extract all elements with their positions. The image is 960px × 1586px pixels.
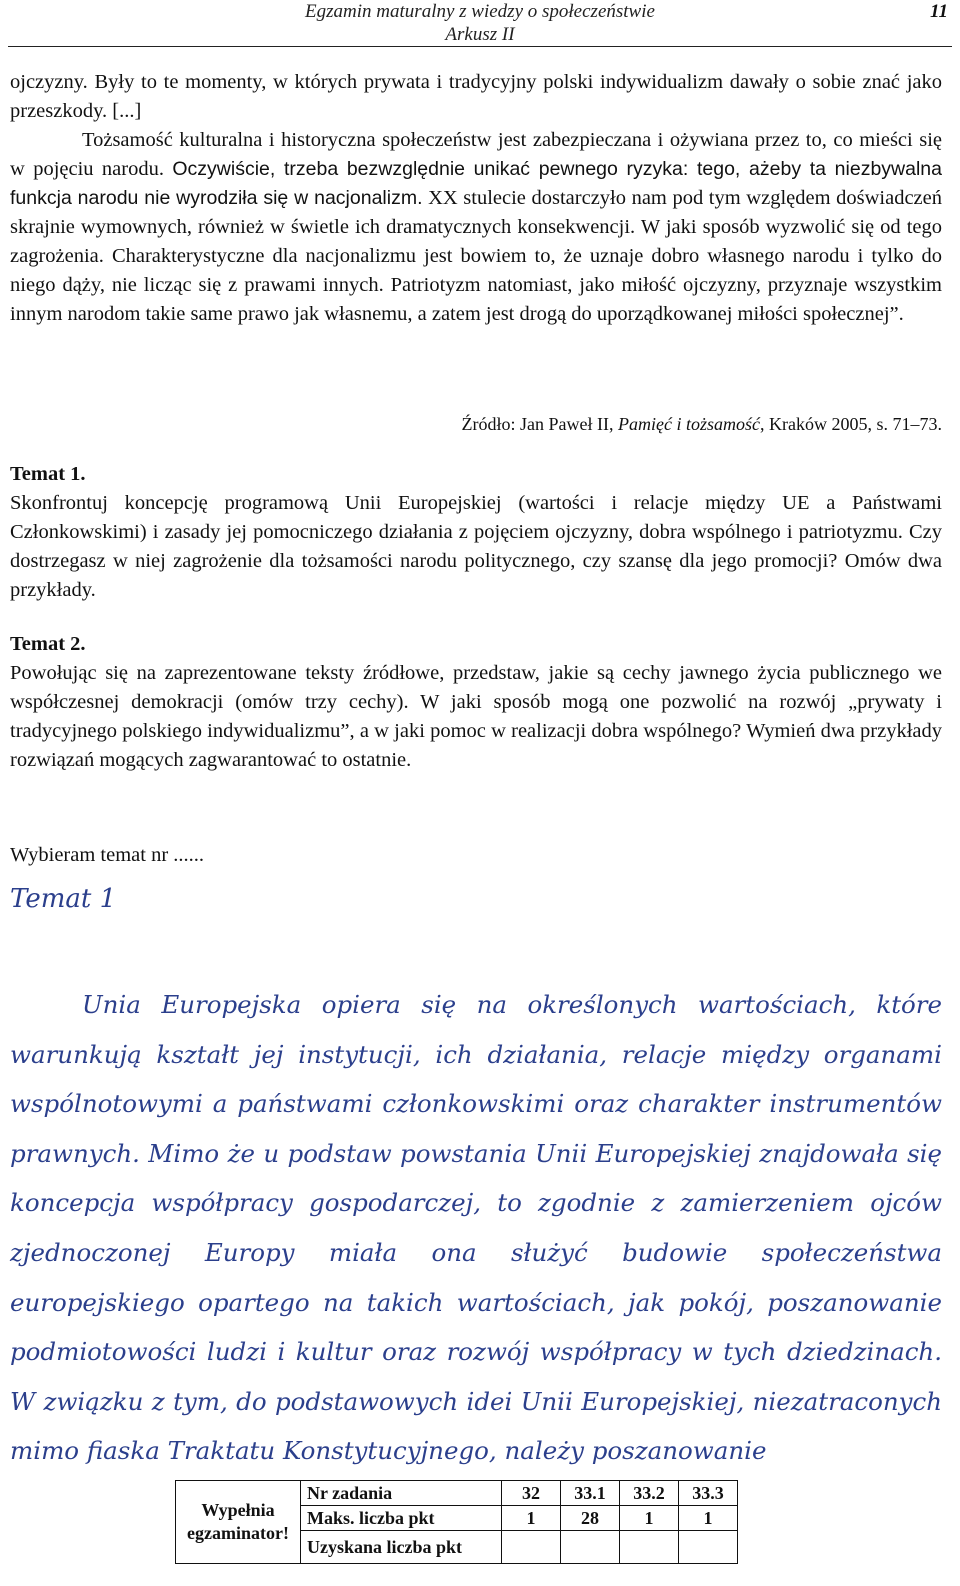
quote-paragraph-2: [10, 126, 942, 329]
max-points-label: Maks. liczba pkt: [301, 1506, 502, 1531]
topic-2-text: Powołując się na zaprezentowane teksty źródłowe, przedstaw, jakie są cechy jawnego życia publicznego we współczesnej demokracji (omów trzy cechy). W jaki sposób mogą one pozwolić na rozwój „prywaty i tradycyjnego polskiego indywidualizmu”, a w jaki pomoc w realizacji dobra wspólnego? Wymień dwa przykłady rozwiązań mogących zagwarantować to ostatnie.: [10, 662, 942, 771]
topic-1: [10, 460, 942, 605]
topic-1-text: Skonfrontuj koncepcję programową Unii Europejskiej (wartości i relacje między UE a Państwami Członkowskimi) i zasady jej pomocniczego działania z pojęciem ojczyzny, dobra wspólnego i patriotyzmu. Czy dostrzegasz w niej zagrożenie dla tożsamości narodu politycznego, czy szansę dla jego promocji? Omów dwa przykłady.: [10, 492, 942, 601]
page-header: [8, 0, 952, 47]
max-points-cell: 1: [502, 1506, 561, 1531]
obtained-points-input[interactable]: [620, 1531, 679, 1564]
quote-paragraph-1: ojczyzny. Były to te momenty, w których prywata i tradycyjny polski indywidualizm dawały o sobie znać jako przeszkody. [...]: [10, 71, 942, 122]
quote-sentence-c: XX stulecie dostarczyło nam pod tym względem doświadczeń skrajnie wymownych, również w świetle ich dramatycznych konsekwencji. W jaki sposób wyzwolić się od tego zagrożenia.: [10, 187, 942, 267]
exam-sheet: Arkusz II: [445, 24, 515, 45]
max-points-cell: 1: [620, 1506, 679, 1531]
topic-2: [10, 630, 942, 775]
answer-title: Temat 1: [10, 884, 117, 914]
task-number-cell: 32: [502, 1481, 561, 1506]
max-points-cell: 1: [679, 1506, 738, 1531]
obtained-points-input[interactable]: [679, 1531, 738, 1564]
score-table: [175, 1480, 738, 1564]
obtained-points-input[interactable]: [502, 1531, 561, 1564]
exam-title: Egzamin maturalny z wiedzy o społeczeństwie: [305, 1, 655, 22]
task-number-cell: 33.1: [561, 1481, 620, 1506]
task-number-cell: 33.3: [679, 1481, 738, 1506]
max-points-cell: 28: [561, 1506, 620, 1531]
topic-choice-line: Wybieram temat nr ......: [10, 844, 205, 866]
quote-sentence-d: Charakterystyczne dla nacjonalizmu jest bowiem to, że uznaje dobro własnego narodu i tylko do niego dąży, nie licząc się z prawami innych. Patriotyzm natomiast, jako miłość ojczyzny, przyznaje wszystkim innym narodom takie same prawo jak własnemu, a zatem jest drogą do uporządkowanej miłości społecznej”.: [10, 245, 942, 325]
source-quote: [10, 68, 942, 329]
task-number-label: Nr zadania: [301, 1481, 502, 1506]
task-number-cell: 33.2: [620, 1481, 679, 1506]
examiner-label: Wypełnia egzaminator!: [176, 1481, 301, 1564]
page-number: 11: [930, 1, 948, 22]
quote-source: Źródło: Jan Paweł II, Pamięć i tożsamość, Kraków 2005, s. 71–73.: [461, 414, 942, 434]
topic-2-heading: Temat 2.: [10, 633, 86, 655]
quote-sentence-b: Oczywiście, trzeba bezwzględnie unikać pewnego ryzyka: tego, ażeby ta niezbywalna funkcja narodu nie wyrodziła się w nacjonalizm.: [10, 158, 942, 209]
quote-sentence-a: Tożsamość kulturalna i historyczna społeczeństw jest zabezpieczana i ożywiana przez to, co mieści się w pojęciu narodu.: [10, 129, 942, 180]
answer-body: Unia Europejska opiera się na określonych wartościach, które warunkują kształt jej instytucji, ich działania, relacje między organami wspólnotowymi a państwami członkowskimi oraz charakter instrumentów prawnych. Mimo że u podstaw powstania Unii Europejskiej znajdowała się koncepcja współpracy gospodarczej, to zgodnie z zamierzeniem ojców zjednoczonej Europy miała ona służyć budowie społeczeństwa europejskiego opartego na takich wartościach, jak pokój, poszanowanie podmiotowości ludzi i kultur oraz rozwój współpracy w tych dziedzinach. W związku z tym, do podstawowych idei Unii Europejskiej, niezatraconych mimo fiaska Traktatu Konstytucyjnego, należy poszanowanie: [10, 990, 942, 1466]
source-work-title: Pamięć i tożsamość: [618, 414, 760, 434]
obtained-points-label: Uzyskana liczba pkt: [301, 1531, 502, 1564]
answer-text: [10, 980, 942, 1476]
obtained-points-input[interactable]: [561, 1531, 620, 1564]
topic-1-heading: Temat 1.: [10, 463, 86, 485]
